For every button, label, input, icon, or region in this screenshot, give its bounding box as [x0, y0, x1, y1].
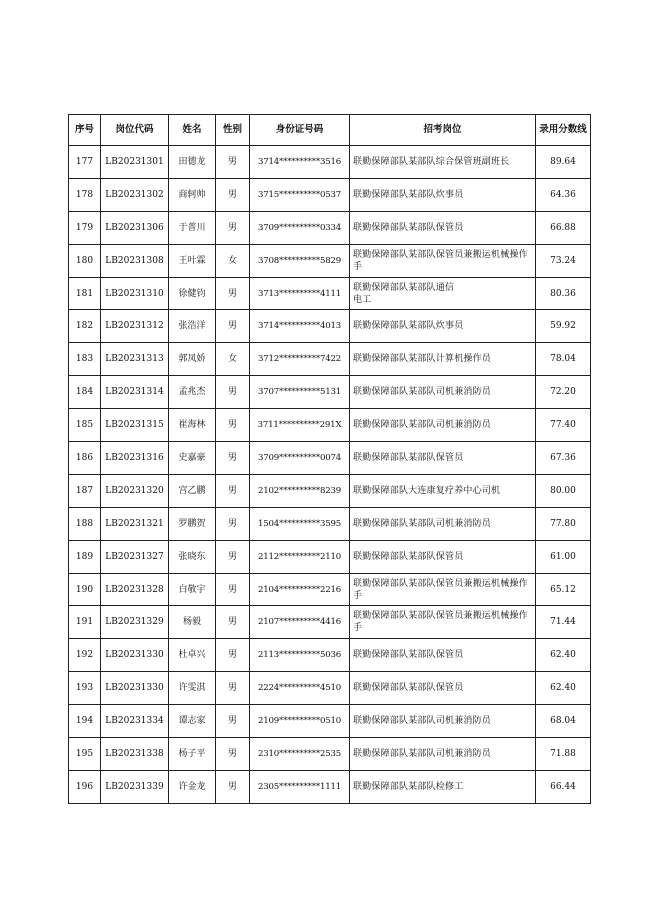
cell-position: 联勤保障部队某部队保管员 [350, 442, 536, 475]
cell-no: 196 [69, 770, 101, 803]
table-body [69, 146, 591, 804]
cell-gender: 男 [216, 770, 250, 803]
table-row [69, 310, 591, 343]
cell-score: 71.44 [536, 606, 591, 639]
cell-code: LB20231302 [101, 178, 169, 211]
cell-score: 62.40 [536, 639, 591, 672]
table-row [69, 343, 591, 376]
table-row [69, 672, 591, 705]
cell-score: 65.12 [536, 573, 591, 606]
cell-id: 3712**********7422 [250, 343, 350, 376]
cell-no: 185 [69, 409, 101, 442]
cell-code: LB20231316 [101, 442, 169, 475]
cell-code: LB20231327 [101, 540, 169, 573]
cell-no: 189 [69, 540, 101, 573]
table-row [69, 770, 591, 803]
cell-position: 联勤保障部队某部队司机兼消防员 [350, 738, 536, 771]
cell-name: 郭凤娇 [169, 343, 216, 376]
cell-name: 许金龙 [169, 770, 216, 803]
table-row [69, 244, 591, 277]
cell-position: 联勤保障部队某部队司机兼消防员 [350, 409, 536, 442]
cell-id: 2107**********4416 [250, 606, 350, 639]
cell-id: 2102**********8239 [250, 474, 350, 507]
table-row [69, 639, 591, 672]
cell-gender: 男 [216, 639, 250, 672]
cell-name: 谭志家 [169, 705, 216, 738]
cell-code: LB20231310 [101, 277, 169, 310]
cell-code: LB20231306 [101, 211, 169, 244]
cell-id: 2224**********4510 [250, 672, 350, 705]
cell-name: 许雯淇 [169, 672, 216, 705]
cell-position: 联勤保障部队某部队炊事员 [350, 310, 536, 343]
cell-position: 联勤保障部队某部队检修工 [350, 770, 536, 803]
cell-id: 2109**********0510 [250, 705, 350, 738]
cell-code: LB20231320 [101, 474, 169, 507]
cell-score: 71.88 [536, 738, 591, 771]
cell-id: 2112**********2110 [250, 540, 350, 573]
cell-id: 3714**********3516 [250, 146, 350, 179]
cell-name: 孟兆杰 [169, 376, 216, 409]
cell-name: 田德龙 [169, 146, 216, 179]
header-gender: 性别 [216, 115, 250, 146]
cell-name: 商轲帅 [169, 178, 216, 211]
cell-position: 联勤保障部队某部队司机兼消防员 [350, 376, 536, 409]
cell-name: 宫乙鹏 [169, 474, 216, 507]
cell-gender: 男 [216, 178, 250, 211]
cell-score: 80.00 [536, 474, 591, 507]
header-no: 序号 [69, 115, 101, 146]
cell-id: 1504**********3595 [250, 507, 350, 540]
table-row [69, 606, 591, 639]
cell-position: 联勤保障部队某部队保管员兼搬运机械操作手 [350, 244, 536, 277]
cell-score: 77.40 [536, 409, 591, 442]
cell-no: 177 [69, 146, 101, 179]
cell-gender: 男 [216, 376, 250, 409]
cell-score: 59.92 [536, 310, 591, 343]
cell-name: 张晓东 [169, 540, 216, 573]
cell-gender: 男 [216, 507, 250, 540]
table-row [69, 474, 591, 507]
cell-score: 66.88 [536, 211, 591, 244]
cell-no: 188 [69, 507, 101, 540]
cell-code: LB20231330 [101, 672, 169, 705]
cell-code: LB20231312 [101, 310, 169, 343]
table-row [69, 540, 591, 573]
cell-position: 联勤保障部队某部队通信 电工 [350, 277, 536, 310]
cell-no: 181 [69, 277, 101, 310]
cell-name: 于普川 [169, 211, 216, 244]
cell-gender: 男 [216, 672, 250, 705]
table-row [69, 178, 591, 211]
cell-no: 193 [69, 672, 101, 705]
cell-score: 80.36 [536, 277, 591, 310]
header-score: 录用分数线 [536, 115, 591, 146]
cell-gender: 男 [216, 442, 250, 475]
cell-code: LB20231328 [101, 573, 169, 606]
cell-no: 178 [69, 178, 101, 211]
cell-gender: 男 [216, 211, 250, 244]
cell-score: 61.00 [536, 540, 591, 573]
cell-code: LB20231329 [101, 606, 169, 639]
cell-no: 194 [69, 705, 101, 738]
cell-gender: 男 [216, 277, 250, 310]
cell-code: LB20231338 [101, 738, 169, 771]
cell-code: LB20231313 [101, 343, 169, 376]
cell-gender: 男 [216, 146, 250, 179]
cell-position: 联勤保障部队某部队司机兼消防员 [350, 705, 536, 738]
cell-no: 191 [69, 606, 101, 639]
cell-id: 3709**********0334 [250, 211, 350, 244]
cell-code: LB20231339 [101, 770, 169, 803]
cell-id: 3709**********0074 [250, 442, 350, 475]
cell-no: 195 [69, 738, 101, 771]
cell-score: 77.80 [536, 507, 591, 540]
cell-position: 联勤保障部队某部队保管员兼搬运机械操作手 [350, 606, 536, 639]
cell-no: 186 [69, 442, 101, 475]
cell-no: 184 [69, 376, 101, 409]
cell-gender: 男 [216, 606, 250, 639]
header-name: 姓名 [169, 115, 216, 146]
cell-position: 联勤保障部队某部队保管员 [350, 540, 536, 573]
header-position: 招考岗位 [350, 115, 536, 146]
cell-gender: 男 [216, 540, 250, 573]
cell-id: 3714**********4013 [250, 310, 350, 343]
cell-code: LB20231301 [101, 146, 169, 179]
cell-no: 180 [69, 244, 101, 277]
cell-score: 72.20 [536, 376, 591, 409]
cell-name: 杨子平 [169, 738, 216, 771]
cell-position: 联勤保障部队某部队综合保管班副班长 [350, 146, 536, 179]
cell-name: 王叶霖 [169, 244, 216, 277]
cell-code: LB20231308 [101, 244, 169, 277]
cell-score: 66.44 [536, 770, 591, 803]
cell-id: 3708**********5829 [250, 244, 350, 277]
cell-gender: 男 [216, 705, 250, 738]
cell-gender: 男 [216, 474, 250, 507]
cell-gender: 女 [216, 343, 250, 376]
cell-name: 罗鹏贺 [169, 507, 216, 540]
cell-name: 杜卓兴 [169, 639, 216, 672]
table-row [69, 146, 591, 179]
cell-score: 89.64 [536, 146, 591, 179]
cell-no: 179 [69, 211, 101, 244]
cell-id: 2310**********2535 [250, 738, 350, 771]
cell-position: 联勤保障部队某部队司机兼消防员 [350, 507, 536, 540]
cell-id: 3713**********4111 [250, 277, 350, 310]
cell-id: 2113**********5036 [250, 639, 350, 672]
cell-no: 183 [69, 343, 101, 376]
table-row [69, 705, 591, 738]
cell-name: 白敬宇 [169, 573, 216, 606]
table-row [69, 277, 591, 310]
cell-position: 联勤保障部队某部队计算机操作员 [350, 343, 536, 376]
cell-name: 崔海林 [169, 409, 216, 442]
cell-id: 2104**********2216 [250, 573, 350, 606]
table-row [69, 211, 591, 244]
table-row [69, 409, 591, 442]
cell-name: 史嘉豪 [169, 442, 216, 475]
table-row [69, 573, 591, 606]
cell-position: 联勤保障部队某部队保管员 [350, 672, 536, 705]
cell-position: 联勤保障部队某部队保管员 [350, 639, 536, 672]
cell-gender: 男 [216, 738, 250, 771]
cell-no: 182 [69, 310, 101, 343]
cell-no: 192 [69, 639, 101, 672]
table-row [69, 507, 591, 540]
cell-gender: 女 [216, 244, 250, 277]
cell-position: 联勤保障部队大连康复疗养中心司机 [350, 474, 536, 507]
cell-position: 联勤保障部队某部队保管员兼搬运机械操作手 [350, 573, 536, 606]
table-row [69, 738, 591, 771]
cell-name: 张浩洋 [169, 310, 216, 343]
cell-name: 徐健钧 [169, 277, 216, 310]
cell-code: LB20231315 [101, 409, 169, 442]
cell-id: 3707**********5131 [250, 376, 350, 409]
cell-id: 2305**********1111 [250, 770, 350, 803]
cell-no: 187 [69, 474, 101, 507]
cell-score: 68.04 [536, 705, 591, 738]
table-row [69, 442, 591, 475]
cell-score: 73.24 [536, 244, 591, 277]
cell-score: 62.40 [536, 672, 591, 705]
cell-gender: 男 [216, 310, 250, 343]
header-row [69, 115, 591, 146]
cell-id: 3711**********291X [250, 409, 350, 442]
cell-score: 64.36 [536, 178, 591, 211]
cell-name: 杨毅 [169, 606, 216, 639]
cell-no: 190 [69, 573, 101, 606]
cell-code: LB20231330 [101, 639, 169, 672]
cell-position: 联勤保障部队某部队保管员 [350, 211, 536, 244]
cell-code: LB20231314 [101, 376, 169, 409]
cell-gender: 男 [216, 573, 250, 606]
cell-code: LB20231321 [101, 507, 169, 540]
recruitment-table [68, 114, 591, 804]
cell-id: 3715**********0537 [250, 178, 350, 211]
header-id: 身份证号码 [250, 115, 350, 146]
cell-position: 联勤保障部队某部队炊事员 [350, 178, 536, 211]
cell-code: LB20231334 [101, 705, 169, 738]
cell-score: 78.04 [536, 343, 591, 376]
header-code: 岗位代码 [101, 115, 169, 146]
cell-gender: 男 [216, 409, 250, 442]
cell-score: 67.36 [536, 442, 591, 475]
table-row [69, 376, 591, 409]
